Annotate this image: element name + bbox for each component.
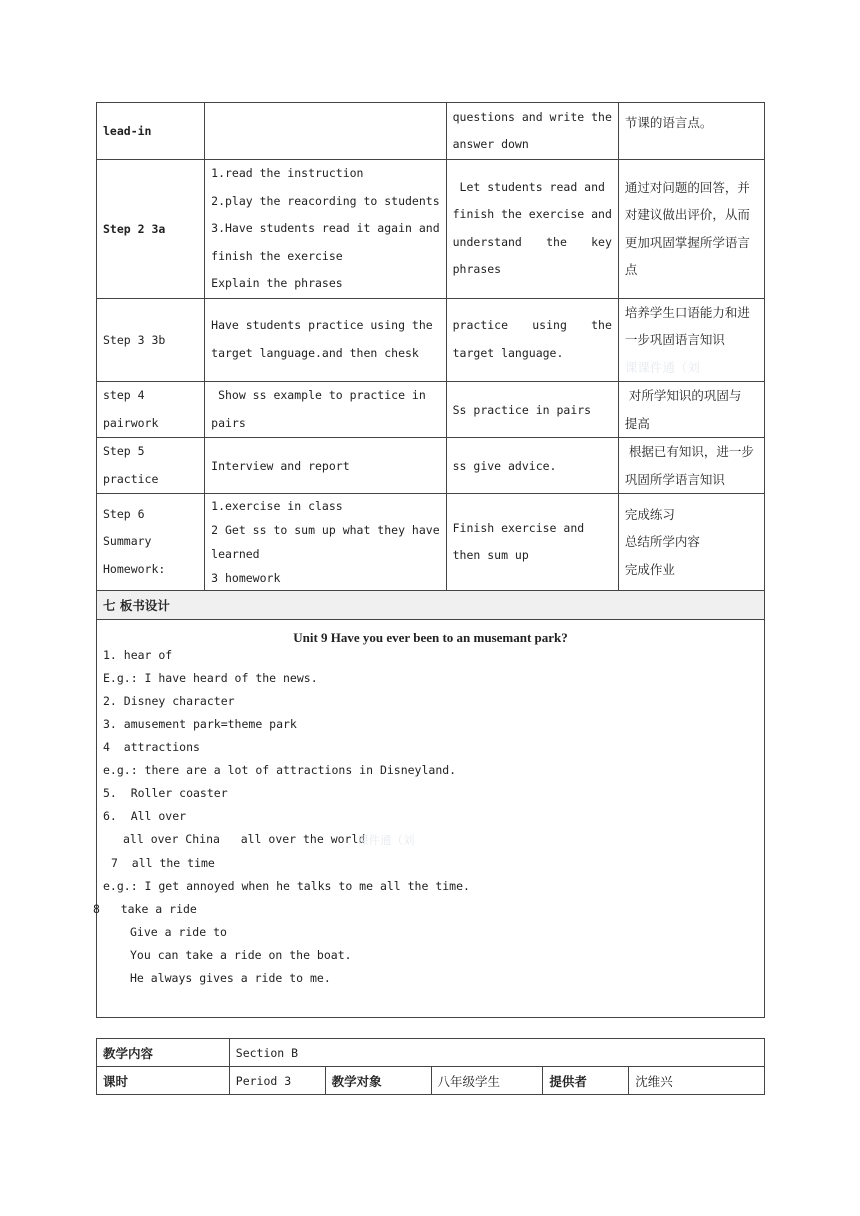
purpose-cell: 根据已有知识，进一步 巩固所学语言知识: [618, 438, 764, 494]
step-cell: Step 5 practice: [97, 438, 205, 494]
board-line: 2. Disney character: [103, 694, 235, 708]
step-cell: step 4 pairwork: [97, 382, 205, 438]
board-line: all over China all over the world: [123, 832, 366, 846]
purpose-cell: 节课的语言点。: [618, 103, 764, 160]
board-line: 4 attractions: [103, 740, 200, 754]
step-cell: Step 2 3a: [97, 160, 205, 299]
board-line: Give a ride to: [130, 925, 227, 939]
section-heading-row: [97, 591, 765, 620]
board-line: He always gives a ride to me.: [130, 971, 331, 985]
period-label: 课时: [97, 1067, 230, 1095]
board-line: 1. hear of: [103, 648, 173, 662]
purpose-cell: 通过对问题的回答，并 对建议做出评价，从而 更加巩固掌握所学语言 点: [618, 160, 764, 299]
provider-label: 提供者: [543, 1067, 629, 1095]
board-line: 7 all the time: [111, 856, 215, 870]
content-label: 教学内容: [97, 1039, 230, 1067]
step-cell: Step 3 3b: [97, 298, 205, 382]
board-line: 8 take a ride: [93, 902, 197, 916]
step-cell: lead-in: [97, 103, 205, 160]
table-row: [97, 1067, 765, 1095]
teacher-activity-cell: 1.read the instruction 2.play the reacording to students 3.Have students read it again and finish the exercise Explain the phrases: [205, 160, 446, 299]
student-activity-cell: Finish exercise and then sum up: [446, 494, 618, 591]
table-row: [97, 160, 765, 299]
board-title: Unit 9 Have you ever been to an musemant park?: [293, 630, 568, 645]
table-row: [97, 1039, 765, 1067]
content-value: Section B: [229, 1039, 764, 1067]
table-row: [97, 382, 765, 438]
provider-value: 沈维兴: [629, 1067, 765, 1095]
board-line: 3. amusement park=theme park: [103, 717, 297, 731]
teacher-activity-cell: 1.exercise in class 2 Get ss to sum up what they have learned 3 homework: [205, 494, 446, 591]
board-line: e.g.: there are a lot of attractions in Disneyland.: [103, 763, 457, 777]
audience-label: 教学对象: [325, 1067, 431, 1095]
step-cell: Step 6 Summary Homework:: [97, 494, 205, 591]
board-line: e.g.: I get annoyed when he talks to me all the time.: [103, 879, 470, 893]
board-line: E.g.: I have heard of the news.: [103, 671, 318, 685]
teacher-activity-cell: Have students practice using the target language.and then chesk: [205, 298, 446, 382]
student-activity-cell: ss give advice.: [446, 438, 618, 494]
teacher-activity-cell: Interview and report: [205, 438, 446, 494]
student-activity-cell: practice using the target language.: [446, 298, 618, 382]
purpose-cell: 培养学生口语能力和进 一步巩固语言知识 课课件通（刘: [618, 298, 764, 382]
table-row: [97, 494, 765, 591]
student-activity-cell: Ss practice in pairs: [446, 382, 618, 438]
student-activity-cell: Let students read and finish the exercise and understand the key phrases: [446, 160, 618, 299]
audience-value: 八年级学生: [431, 1067, 543, 1095]
table-row: [97, 103, 765, 160]
board-line: 5. Roller coaster: [103, 786, 228, 800]
purpose-cell: 完成练习 总结所学内容 完成作业: [618, 494, 764, 591]
lesson-info-table: [96, 1038, 765, 1095]
period-value: Period 3: [229, 1067, 325, 1095]
table-row: [97, 438, 765, 494]
board-design-heading: 七 板书设计: [97, 591, 765, 620]
teacher-activity-cell: Show ss example to practice in pairs: [205, 382, 446, 438]
table-row: [97, 298, 765, 382]
board-faint-text: 课件通（刘: [357, 833, 415, 847]
board-line: You can take a ride on the boat.: [130, 948, 352, 962]
teacher-activity-cell: [205, 103, 446, 160]
board-line: 6. All over: [103, 809, 187, 823]
student-activity-cell: questions and write the answer down: [446, 103, 618, 160]
purpose-cell: 对所学知识的巩固与 提高: [618, 382, 764, 438]
